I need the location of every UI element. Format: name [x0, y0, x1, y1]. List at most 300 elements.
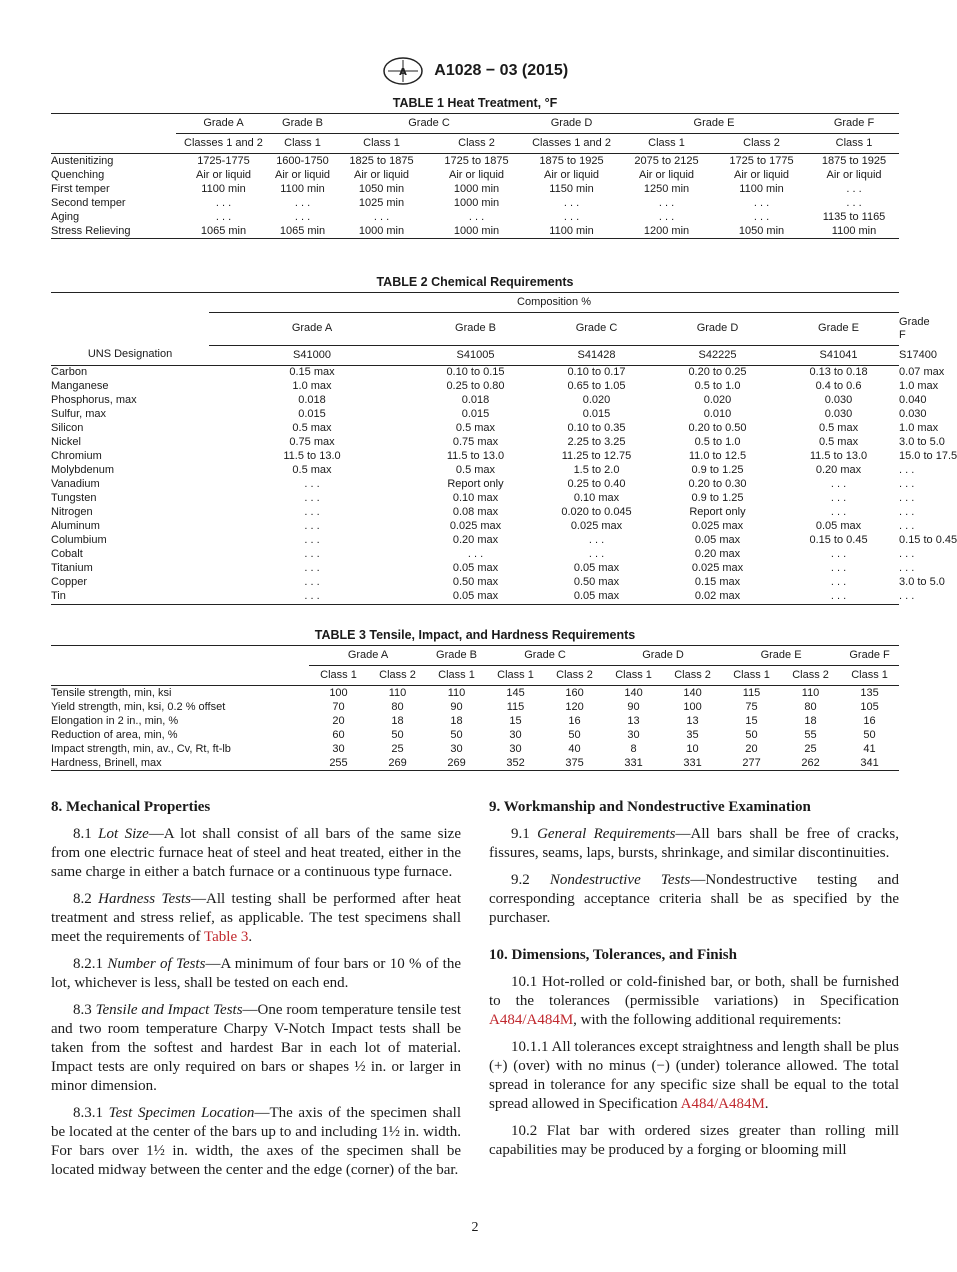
- table-cell: 120: [565, 700, 584, 713]
- table-cell: 1725-1775: [197, 154, 250, 167]
- table-cell: . . .: [563, 196, 580, 209]
- grade-header: Grade D: [657, 313, 778, 346]
- table-cell: 0.018: [298, 394, 326, 406]
- table-cell: 50: [863, 728, 876, 741]
- class-header: Class 2: [781, 666, 840, 686]
- table-cell: 15: [745, 714, 758, 727]
- table-cell: . . .: [830, 492, 847, 504]
- table-row: [51, 168, 899, 182]
- table-cell: 0.020: [582, 394, 611, 406]
- corner-cell: [51, 666, 309, 686]
- table-row: [51, 728, 899, 742]
- grade-header: Grade C: [334, 114, 524, 134]
- uns-code: S41428: [577, 348, 616, 361]
- table-cell: 1825 to 1875: [349, 154, 414, 167]
- table-cell: 13: [686, 714, 699, 727]
- table-cell: 1250 min: [643, 182, 690, 195]
- table-cell: 0.15 max: [694, 576, 741, 588]
- table-cell: 1875 to 1925: [821, 154, 887, 167]
- table-cell: 11.25 to 12.75: [561, 450, 632, 462]
- table-cell: 0.05 max: [452, 562, 499, 574]
- uns-code: S41005: [456, 348, 495, 361]
- table-cell: 90: [627, 700, 640, 713]
- table-cell: 0.05 max: [452, 590, 499, 602]
- table-cell: 35: [686, 728, 699, 741]
- table-cell: . . .: [563, 210, 580, 223]
- table-cell: . . .: [468, 210, 485, 223]
- grade-header: Grade F: [809, 114, 899, 134]
- table-cell: 1150 min: [549, 182, 594, 195]
- table-cell: 2075 to 2125: [634, 154, 699, 167]
- table-cell: 0.75 max: [289, 436, 335, 448]
- class-header: Class 1: [309, 666, 368, 686]
- class-header: Class 1: [809, 134, 899, 154]
- table-cell: 0.018: [461, 394, 490, 406]
- para-8-1: 8.1 Lot Size—A lot shall consist of all bars of the same size from one electric furnace heat of steel and heat treated, either in the same charge in either a batch furnace or a continuous type furnace.: [51, 826, 461, 880]
- table-cell: . . .: [830, 506, 847, 518]
- uns-label: UNS Designation: [87, 348, 173, 361]
- row-label: Phosphorus, max: [51, 394, 137, 406]
- table-cell: 115: [506, 700, 525, 713]
- link-table-3[interactable]: Table 3: [204, 929, 249, 945]
- class-header: Class 1: [840, 666, 899, 686]
- row-label: Cobalt: [51, 548, 83, 560]
- table-cell: . . .: [215, 196, 232, 209]
- table-cell: 80: [391, 700, 404, 713]
- table-cell: . . .: [830, 478, 847, 490]
- table-cell: 0.030: [824, 408, 853, 420]
- table-cell: 0.5 max: [455, 464, 496, 476]
- row-label: Austenitizing: [51, 154, 114, 167]
- table2-title: TABLE 2 Chemical Requirements: [376, 275, 574, 289]
- row-label: Silicon: [51, 422, 84, 434]
- table-cell: . . .: [304, 506, 320, 518]
- table-cell: . . .: [373, 210, 390, 223]
- table-cell: 110: [447, 686, 466, 699]
- table-row: Sulfur, max 0.015 0.015 0.015 0.010 0.030 0.030: [51, 408, 927, 420]
- table-cell: . . .: [304, 534, 320, 546]
- table-cell: 0.010: [703, 408, 732, 420]
- table-cell: . . .: [830, 576, 847, 588]
- table-cell: Air or liquid: [353, 168, 410, 181]
- table-cell: . . .: [830, 548, 847, 560]
- row-label: Hardness, Brinell, max: [51, 756, 162, 769]
- table-cell: 0.025 max: [570, 520, 623, 532]
- row-label: Manganese: [51, 380, 109, 392]
- table-cell: 0.13 to 0.18: [809, 366, 868, 378]
- class-header: Class 2: [429, 134, 524, 154]
- table-row: [51, 700, 899, 714]
- table-cell: 0.10 to 0.15: [446, 366, 505, 378]
- row-label: Quenching: [51, 168, 105, 181]
- table-cell: 50: [391, 728, 404, 741]
- table-cell: 70: [332, 700, 345, 713]
- table-cell: 11.5 to 13.0: [809, 450, 868, 462]
- table-cell: 20: [745, 742, 758, 755]
- table-cell: 331: [683, 756, 702, 769]
- table-cell: 0.05 max: [573, 590, 620, 602]
- table-cell: . . .: [830, 562, 847, 574]
- grade-header: Grade B: [415, 313, 536, 346]
- link-a484-a[interactable]: A484/A484M: [489, 1012, 574, 1028]
- table-cell: 0.5 max: [292, 464, 332, 476]
- table-cell: 0.25 to 0.40: [567, 478, 626, 490]
- table-cell: 0.020: [703, 394, 732, 406]
- table-cell: 0.05 max: [694, 534, 741, 546]
- table-cell: 0.5 max: [455, 422, 496, 434]
- para-9-2: 9.2 Nondestructive Tests—Nondestructive testing and corresponding acceptance criteria shall be as specified by the purchaser.: [489, 872, 900, 926]
- table-row: [51, 154, 899, 169]
- class-header: Class 1: [619, 134, 714, 154]
- table-cell: 1135 to 1165: [822, 210, 886, 223]
- grade-header: Grade E: [722, 646, 840, 666]
- section-9-heading: 9. Workmanship and Nondestructive Examination: [489, 799, 811, 815]
- page-header: [0, 56, 950, 86]
- table-cell: 0.20 to 0.50: [688, 422, 747, 434]
- table-row: Columbium . . . 0.20 max . . . 0.05 max 0.15 to 0.45 0.15 to 0.45: [51, 534, 957, 546]
- grade-header: Grade C: [486, 646, 604, 666]
- para-8-2-1: 8.2.1 Number of Tests—A minimum of four bars or 10 % of the lot, whichever is less, shall be tested on each end.: [51, 956, 461, 991]
- page-number: 2: [471, 1220, 479, 1235]
- class-header: Class 1: [722, 666, 781, 686]
- table-cell: 18: [804, 714, 817, 727]
- table-cell: . . .: [588, 548, 605, 560]
- table-cell: 0.015: [582, 408, 611, 420]
- table-cell: Air or liquid: [195, 168, 252, 181]
- table-cell: 0.015: [298, 408, 326, 420]
- table-heat-treatment: [51, 113, 899, 239]
- composition-header: Composition %: [209, 293, 899, 313]
- table-cell: 255: [329, 756, 348, 769]
- table-row: [51, 742, 899, 756]
- grade-header: Grade E: [619, 114, 809, 134]
- class-header: Class 1: [427, 666, 486, 686]
- row-label: Titanium: [51, 562, 93, 574]
- row-label: Molybdenum: [51, 464, 114, 476]
- table-cell: 262: [801, 756, 820, 769]
- table-cell: 105: [860, 700, 879, 713]
- section-10-heading: 10. Dimensions, Tolerances, and Finish: [489, 947, 737, 963]
- table-cell: . . .: [304, 562, 320, 574]
- table-cell: 60: [332, 728, 345, 741]
- table-cell: 41: [863, 742, 876, 755]
- section-8-heading: 8. Mechanical Properties: [51, 799, 211, 815]
- table-cell: 0.10 max: [573, 492, 620, 504]
- table3-title: TABLE 3 Tensile, Impact, and Hardness Requirements: [314, 628, 636, 642]
- table-cell: 1100 min: [739, 182, 784, 195]
- table-row: Copper . . . 0.50 max 0.50 max 0.15 max . . . 3.0 to 5.0: [51, 576, 945, 588]
- table-cell: 1600-1750: [276, 154, 329, 167]
- table-cell: 0.025 max: [691, 520, 744, 532]
- table-cell: 0.20 max: [694, 548, 741, 560]
- table-cell: 18: [450, 714, 463, 727]
- row-label: Columbium: [51, 534, 107, 546]
- table-cell: 40: [568, 742, 581, 755]
- table-cell: 50: [450, 728, 463, 741]
- row-label: Stress Relieving: [51, 224, 131, 237]
- table-cell: 0.65 to 1.05: [567, 380, 626, 392]
- table-cell: 1100 min: [549, 224, 594, 237]
- table-cell: . . .: [846, 196, 862, 209]
- table-cell: 15: [509, 714, 522, 727]
- class-header: Class 2: [714, 134, 809, 154]
- table-cell: 1000 min: [453, 182, 500, 195]
- table-cell: 1100 min: [280, 182, 325, 195]
- table-row: Titanium . . . 0.05 max 0.05 max 0.025 max . . . . . .: [51, 562, 915, 574]
- table-cell: . . .: [753, 196, 770, 209]
- table-cell: 0.15 to 0.45: [809, 534, 868, 546]
- grade-header: Grade B: [271, 114, 334, 134]
- para-8-3: 8.3 Tensile and Impact Tests—One room temperature tensile test and two room temperature Charpy V-Notch Impact tests shall be taken from the softest and hardest Bar in each lot of material. Impact tests are only required on bars or shapes ½ in. or larger in minor dimension.: [51, 1002, 462, 1094]
- table-cell: 0.20 max: [815, 464, 862, 476]
- row-label: Copper: [51, 576, 88, 588]
- table-cell: 100: [683, 700, 702, 713]
- table-cell: . . .: [467, 548, 484, 560]
- table-cell: 1100 min: [831, 224, 877, 237]
- table-cell: 25: [804, 742, 817, 755]
- row-label: Vanadium: [51, 478, 100, 490]
- class-header: Class 2: [368, 666, 427, 686]
- table-cell: 13: [627, 714, 640, 727]
- table-cell: . . .: [304, 478, 320, 490]
- table-cell: 0.5 to 1.0: [694, 436, 741, 448]
- row-label: Impact strength, min, av., Cv, Rt, ft-lb: [51, 742, 231, 755]
- table-row: Nickel 0.75 max 0.75 max 2.25 to 3.25 0.5 to 1.0 0.5 max 3.0 to 5.0: [51, 436, 945, 448]
- table-cell: 0.015: [461, 408, 490, 420]
- uns-code: S41000: [293, 348, 331, 361]
- table-cell: 135: [860, 686, 879, 699]
- table-cell: 145: [506, 686, 525, 699]
- table-row: Silicon 0.5 max 0.5 max 0.10 to 0.35 0.20 to 0.50 0.5 max 1.0 max: [51, 422, 939, 434]
- table-cell: 0.08 max: [452, 506, 499, 518]
- row-label: Tungsten: [51, 492, 97, 504]
- table-cell: Air or liquid: [639, 168, 695, 181]
- class-header: Class 2: [663, 666, 722, 686]
- row-label: Sulfur, max: [51, 408, 107, 420]
- designation-code: A1028 − 03 (2015): [434, 62, 569, 79]
- row-label: Carbon: [51, 366, 88, 378]
- grade-header: Grade C: [536, 313, 657, 346]
- table-cell: 1200 min: [643, 224, 690, 237]
- table-row: [51, 210, 899, 224]
- table-row: Vanadium . . . Report only 0.25 to 0.40 0.20 to 0.30 . . . . . .: [51, 478, 915, 490]
- table-cell: 2.25 to 3.25: [567, 436, 626, 448]
- table1-title: TABLE 1 Heat Treatment, °F: [392, 96, 558, 110]
- table-cell: 0.75 max: [452, 436, 499, 448]
- table-cell: 0.25 to 0.80: [446, 380, 505, 392]
- svg-text:A: A: [398, 67, 407, 78]
- table-cell: 30: [450, 742, 463, 755]
- table-cell: Report only: [689, 506, 746, 518]
- table-cell: 0.20 to 0.25: [688, 366, 747, 378]
- table-cell: . . .: [304, 492, 320, 504]
- class-header: Class 1: [271, 134, 334, 154]
- table-cell: 0.9 to 1.25: [691, 464, 744, 476]
- para-10-1-1: 10.1.1 All tolerances except straightness and length shall be plus (+) (over) with no minus (−) (under) tolerance allowed. The total spread in tolerance for any specific size shall be equal to the total spread allowed in Specification A484/A484M.: [489, 1039, 899, 1112]
- table-cell: 1065 min: [200, 224, 247, 237]
- table-cell: 55: [804, 728, 817, 741]
- class-header: Class 2: [545, 666, 604, 686]
- row-label: Chromium: [51, 450, 102, 462]
- table-cell: 160: [565, 686, 584, 699]
- table-row: Chromium 11.5 to 13.0 11.5 to 13.0 11.25 to 12.75 11.0 to 12.5 11.5 to 13.0 15.0 to 17.5: [51, 450, 957, 462]
- table-cell: . . .: [846, 182, 862, 195]
- table-cell: 0.025 max: [691, 562, 744, 574]
- table-chemical-requirements: Composition % Grade A Grade B Grade C Grade D Grade E Grade F UNS Designation S41000 S41005 S41428 S42225 S41041 S17400 Carbon 0.15 max 0.10 to 0.15 0.10 to 0.17 0.20 to 0.25 0.13 to 0.18 0.07 max Manganese 1.0 max 0.25 to 0.80 0.65 to 1.05 0.5 to 1.0 0.4 to 0.6 1.0 max Phosphorus, max 0.018 0.018 0.020 0.020 0.030 0.040 Sulfur, max 0.015 0.015 0.015 0.010 0.030 0.030 Silicon 0.5 max 0.5 max 0.10 to 0.35 0.20 to 0.50 0.5 max 1.0 max Nickel 0.75 max 0.75 max 2.25 to 3.25 0.5 to 1.0 0.5 max 3.0 to 5.0 Chromium 11.5 to 13.0 11.5 to 13.0 11.25 to 12.75 11.0 to 12.5 11.5 to 13.0 15.0 to 17.5 Molybdenum 0.5 max 0.5 max 1.5 to 2.0 0.9 to 1.25 0.20 max . . . Vanadium . . . Report only 0.25 to 0.40 0.20 to 0.30 . . . . . . Tungsten . . . 0.10 max 0.10 max 0.9 to 1.25 . . . . . . Nitrogen . . . 0.08 max 0.020 to 0.045 Report only . . . . . . Aluminum . . . 0.025 max 0.025 max 0.025 max 0.05 max . . . Columbium . . . 0.20 max . . . 0.05 max 0.15 to 0.45 0.15 to 0.45 Cobalt . . . . . . . . . 0.20 max . . . . . . Titanium . . . 0.05 max 0.05 max 0.025 max . . . . . . Copper . . . 0.50 max 0.50 max 0.15 max . . . 3.0 to 5.0 Tin . . . 0.05 max 0.05 max 0.02 max . . . . . .: [51, 292, 899, 605]
- table-cell: 0.02 max: [694, 590, 741, 602]
- table-cell: 1725 to 1775: [729, 154, 794, 167]
- table-row: [51, 756, 899, 771]
- table-cell: 90: [450, 700, 463, 713]
- table-cell: 1.5 to 2.0: [573, 464, 620, 476]
- row-label: Second temper: [51, 196, 126, 209]
- table-row: Phosphorus, max 0.018 0.018 0.020 0.020 0.030 0.040: [51, 394, 927, 406]
- table-cell: . . .: [830, 590, 847, 602]
- para-8-2: 8.2 Hardness Tests—All testing shall be performed after heat treatment and stress relief, as applicable. The test specimens shall meet the requirements of Table 3.: [51, 891, 461, 945]
- table-cell: 331: [624, 756, 643, 769]
- table-row: [51, 196, 899, 210]
- table-cell: . . .: [294, 196, 311, 209]
- table-row: [51, 182, 899, 196]
- table-cell: 0.10 to 0.17: [567, 366, 626, 378]
- table-cell: 0.025 max: [449, 520, 502, 532]
- table-cell: Air or liquid: [826, 168, 882, 181]
- class-header: Classes 1 and 2: [524, 134, 619, 154]
- table-cell: 1050 min: [738, 224, 785, 237]
- table-cell: 0.50 max: [452, 576, 499, 588]
- table-row: Cobalt . . . . . . . . . 0.20 max . . . . . .: [51, 548, 915, 560]
- grade-header: Grade F: [840, 646, 899, 666]
- table-cell: . . .: [215, 210, 232, 223]
- uns-code: S42225: [698, 348, 737, 361]
- table-cell: 1050 min: [358, 182, 405, 195]
- table-cell: 269: [447, 756, 466, 769]
- table-row: Tin . . . 0.05 max 0.05 max 0.02 max . . . . . .: [51, 590, 915, 602]
- class-header: Class 1: [604, 666, 663, 686]
- table-cell: 30: [627, 728, 640, 741]
- table-cell: 277: [742, 756, 761, 769]
- table-cell: 20: [332, 714, 345, 727]
- row-label: Tensile strength, min, ksi: [51, 686, 172, 699]
- table-cell: 1725 to 1875: [444, 154, 509, 167]
- table-cell: 0.5 max: [818, 436, 859, 448]
- table-cell: 75: [745, 700, 758, 713]
- table-cell: 1100 min: [201, 182, 246, 195]
- table-cell: 352: [506, 756, 525, 769]
- grade-header: Grade A: [209, 313, 415, 346]
- row-label: Tin: [51, 590, 66, 602]
- table-cell: 0.10 to 0.35: [567, 422, 626, 434]
- table-cell: 0.50 max: [573, 576, 620, 588]
- row-label: First temper: [51, 182, 110, 195]
- grade-header: Grade B: [427, 646, 486, 666]
- table-row: Tungsten . . . 0.10 max 0.10 max 0.9 to 1.25 . . . . . .: [51, 492, 915, 504]
- table-cell: 1000 min: [453, 196, 500, 209]
- link-a484-b[interactable]: A484/A484M: [680, 1096, 765, 1112]
- table-cell: 140: [624, 686, 643, 699]
- table-cell: 11.5 to 13.0: [446, 450, 505, 462]
- table-cell: 18: [391, 714, 404, 727]
- table-cell: 0.15 max: [289, 366, 335, 378]
- table-cell: 0.4 to 0.6: [815, 380, 862, 392]
- table-cell: 0.05 max: [815, 520, 862, 532]
- table-cell: . . .: [304, 590, 320, 602]
- table-cell: Air or liquid: [734, 168, 790, 181]
- para-10-2: 10.2 Flat bar with ordered sizes greater than rolling mill capabilities may be produced by a forging or blooming mill: [489, 1123, 899, 1158]
- table-cell: 11.0 to 12.5: [688, 450, 747, 462]
- table-cell: 50: [745, 728, 758, 741]
- table-cell: 0.10 max: [452, 492, 499, 504]
- table-cell: 115: [742, 686, 761, 699]
- table-cell: . . .: [304, 576, 320, 588]
- corner-cell: [51, 313, 209, 346]
- grade-header: Grade A: [176, 114, 271, 134]
- corner-cell: [51, 134, 176, 154]
- table-row: Manganese 1.0 max 0.25 to 0.80 0.65 to 1.05 0.5 to 1.0 0.4 to 0.6 1.0 max: [51, 380, 939, 392]
- table-cell: 8: [630, 742, 637, 755]
- table-row: Aluminum . . . 0.025 max 0.025 max 0.025 max 0.05 max . . .: [51, 520, 915, 532]
- table-cell: 25: [391, 742, 404, 755]
- table-cell: Air or liquid: [448, 168, 505, 181]
- table-cell: 269: [388, 756, 407, 769]
- row-label: Aluminum: [51, 520, 100, 532]
- table-cell: 341: [860, 756, 879, 769]
- table-cell: 1875 to 1925: [539, 154, 604, 167]
- table-row: [51, 686, 899, 701]
- table-cell: 1000 min: [453, 224, 500, 237]
- table-cell: . . .: [658, 196, 675, 209]
- table-cell: 0.5 max: [818, 422, 859, 434]
- table-cell: 11.5 to 13.0: [283, 450, 341, 462]
- table-row: Nitrogen . . . 0.08 max 0.020 to 0.045 Report only . . . . . .: [51, 506, 915, 518]
- table-cell: 16: [568, 714, 581, 727]
- table-cell: 0.05 max: [573, 562, 620, 574]
- class-header: Class 1: [486, 666, 545, 686]
- table-cell: 30: [509, 742, 522, 755]
- table-cell: 0.20 max: [452, 534, 499, 546]
- para-8-3-1: 8.3.1 Test Specimen Location—The axis of the specimen shall be located at the center of the bars up to and including 1½ in. width. For bars over 1½ in. width, the axes of the specimen shall be located midway between the center and the edge (corner) of the bar.: [51, 1105, 462, 1178]
- right-column: [489, 798, 899, 1168]
- table-cell: 0.020 to 0.045: [561, 506, 632, 518]
- table-cell: . . .: [294, 210, 311, 223]
- table-cell: Report only: [447, 478, 504, 490]
- grade-header: Grade A: [309, 646, 427, 666]
- corner-cell: [51, 646, 309, 666]
- table-cell: 10: [686, 742, 699, 755]
- table-cell: 110: [801, 686, 820, 699]
- para-9-1: 9.1 General Requirements—All bars shall be free of cracks, fissures, seams, laps, bursts, shrinkage, and similar discontinuities.: [489, 826, 899, 861]
- table-cell: 0.5 to 1.0: [694, 380, 741, 392]
- row-label: Yield strength, min, ksi, 0.2 % offset: [51, 700, 226, 713]
- table-cell: 30: [332, 742, 345, 755]
- corner-cell: [51, 114, 176, 134]
- table-cell: 0.5 max: [292, 422, 332, 434]
- row-label: Nitrogen: [51, 506, 93, 518]
- row-label: Elongation in 2 in., min, %: [51, 714, 179, 727]
- row-label: Aging: [51, 210, 80, 223]
- table-cell: 0.20 to 0.30: [688, 478, 747, 490]
- table-cell: . . .: [588, 534, 605, 546]
- table-cell: . . .: [658, 210, 675, 223]
- table-row: Carbon 0.15 max 0.10 to 0.15 0.10 to 0.17 0.20 to 0.25 0.13 to 0.18 0.07 max: [51, 366, 945, 378]
- table-cell: 0.9 to 1.25: [691, 492, 744, 504]
- table-cell: . . .: [304, 548, 320, 560]
- table-row: [51, 224, 899, 239]
- table-cell: Air or liquid: [274, 168, 331, 181]
- table-tensile-impact-hardness: [51, 645, 899, 771]
- table-cell: 375: [565, 756, 584, 769]
- class-header: Classes 1 and 2: [176, 134, 271, 154]
